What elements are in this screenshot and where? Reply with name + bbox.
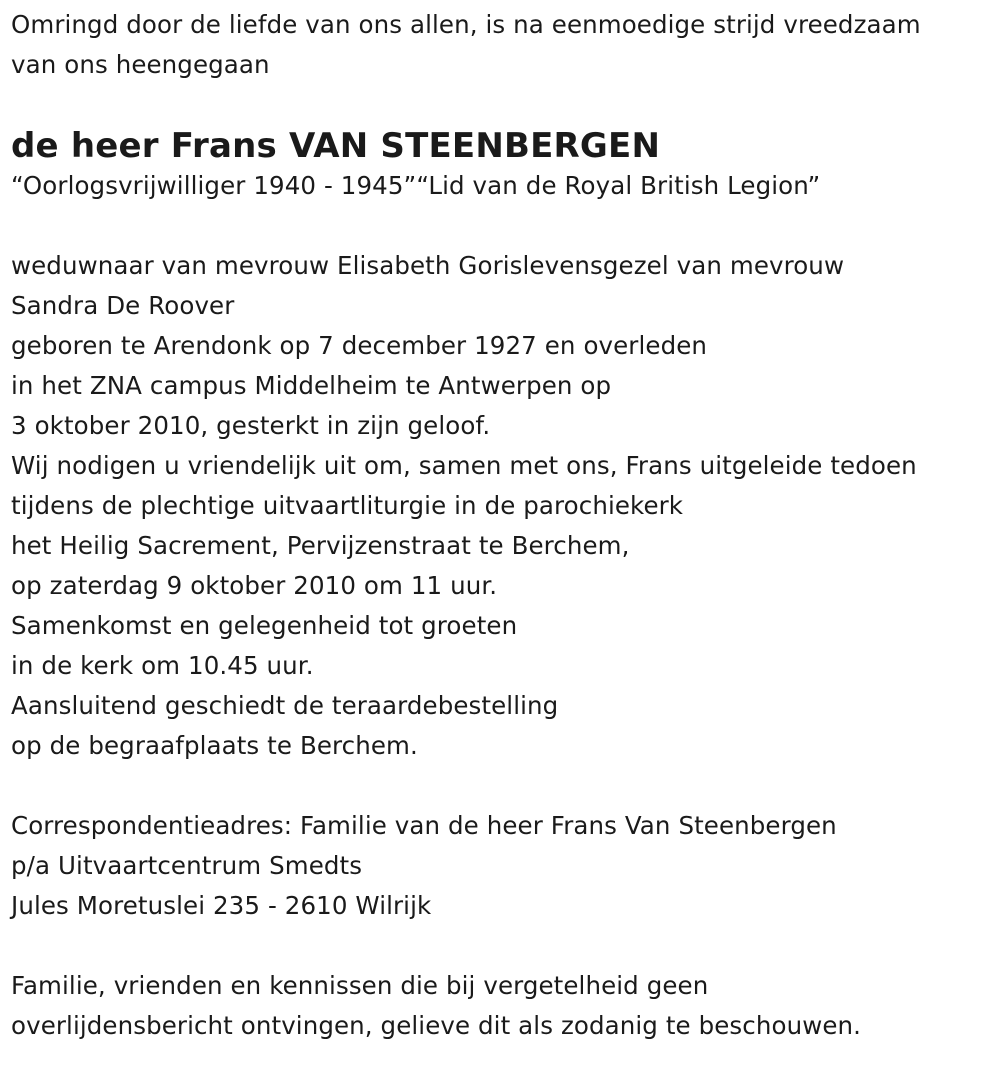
body-line: op de begraafplaats te Berchem. [11,731,418,760]
honorary-titles: “Oorlogsvrijwilliger 1940 - 1945”“Lid van de Royal British Legion” [11,171,821,200]
body-line: Wij nodigen u vriendelijk uit om, samen met ons, Frans uitgeleide tedoen [11,451,917,480]
spacer [11,926,996,966]
intro-line: van ons heengegaan [11,50,270,79]
body-line: in de kerk om 10.45 uur. [11,651,314,680]
correspondence-address [11,806,996,926]
spacer [11,206,996,246]
obituary-document [11,5,996,1046]
body-line: het Heilig Sacrement, Pervijzenstraat te Berchem, [11,531,630,560]
body-line: op zaterdag 9 oktober 2010 om 11 uur. [11,571,498,600]
body-line: 3 oktober 2010, gesterkt in zijn geloof. [11,411,491,440]
address-line: Jules Moretuslei 235 - 2610 Wilrijk [11,891,432,920]
deceased-name: de heer Frans VAN STEENBERGEN [11,126,661,166]
body-line: in het ZNA campus Middelheim te Antwerpen op [11,371,612,400]
address-line: Correspondentieadres: Familie van de heer Frans Van Steenbergen [11,811,837,840]
body-line: tijdens de plechtige uitvaartliturgie in de parochiekerk [11,491,684,520]
spacer [11,766,996,806]
address-line: p/a Uitvaartcentrum Smedts [11,851,363,880]
closing-paragraph [11,966,996,1046]
body-line: Samenkomst en gelegenheid tot groeten [11,611,518,640]
body-line: Sandra De Roover [11,291,235,320]
body-line: weduwnaar van mevrouw Elisabeth Gorislevensgezel van mevrouw [11,251,845,280]
body-line: Aansluitend geschiedt de teraardebestelling [11,691,559,720]
closing-line: Familie, vrienden en kennissen die bij vergetelheid geen [11,971,709,1000]
body-line: geboren te Arendonk op 7 december 1927 en overleden [11,331,708,360]
closing-line: overlijdensbericht ontvingen, gelieve dit als zodanig te beschouwen. [11,1011,862,1040]
intro-line: Omringd door de liefde van ons allen, is na eenmoedige strijd vreedzaam [11,10,921,39]
intro-paragraph [11,5,996,85]
body-paragraph [11,246,996,766]
